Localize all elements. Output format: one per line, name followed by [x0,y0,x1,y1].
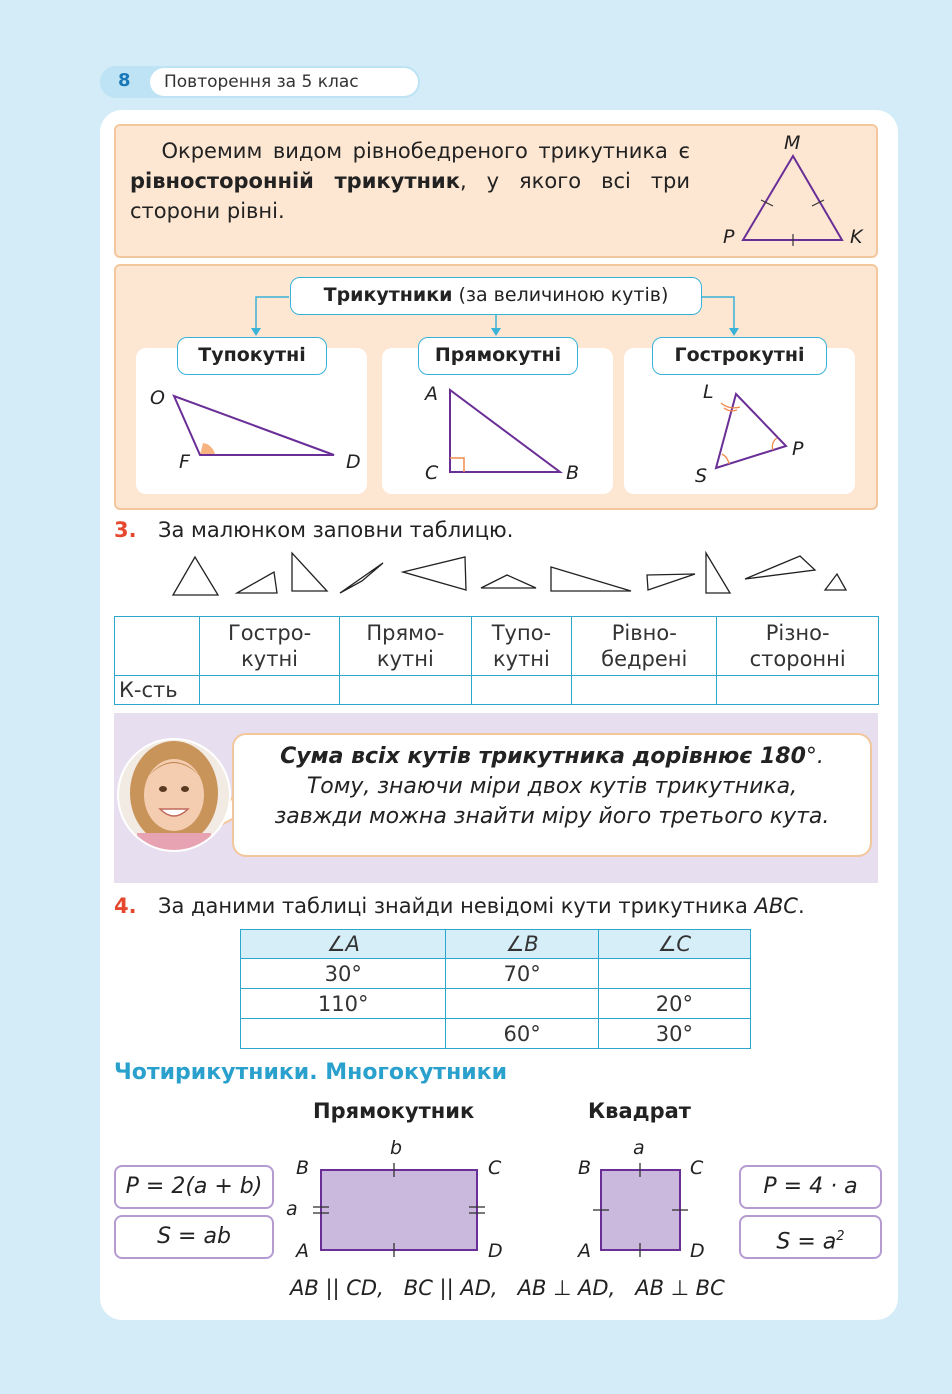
rect-perimeter-formula: P = 2(a + b) [114,1165,274,1209]
section-title: Чотирикутники. Многокутники [114,1060,508,1085]
vertex-d: D [346,451,361,473]
table3-cell[interactable] [200,676,340,705]
task-4-table [240,929,751,1049]
square-area-formula: $S = a^2$ [739,1215,882,1259]
table3-header-empty [115,617,200,676]
vertex-o: O [150,387,165,409]
table4-cell: 30° [598,1019,750,1049]
triangle-types-figures [136,380,856,494]
task-3-text: За малюнком заповни таблицю. [158,518,514,542]
vertex-p: P [792,438,804,460]
vertex-label-p: P [723,226,735,248]
vertex-f: F [179,451,190,473]
table4-cell: 30° [241,959,446,989]
vertex-label-m: M [784,132,801,154]
vertex-label-k: K [850,226,863,248]
table3-row-label: К-сть [115,676,200,705]
square-title: Квадрат [588,1099,691,1123]
rect-vertex-c: C [488,1157,502,1179]
square-vertex-c: C [690,1157,704,1179]
category-obtuse: Тупокутні [177,337,327,375]
task-3-number: 3. [114,518,137,542]
task-4-text: За даними таблиці знайди невідомі кути трикутника ABC. [158,894,805,918]
table3-cell[interactable] [717,676,879,705]
table3-header-scalene: Різно- сторонні [717,617,879,676]
table4-cell[interactable] [446,989,598,1019]
intro-text: Окремим видом рівнобедреного трикутника є рівносторонній трикутник, у якого всі три сторони рівні. [130,139,690,223]
table4-header-c: ∠C [598,930,750,959]
table3-cell[interactable] [471,676,572,705]
page-number: 8 [118,70,131,91]
triangles-set-figure [165,545,855,603]
vertex-s: S [695,465,708,487]
category-right: Прямокутні [418,337,578,375]
table3-header-right: Прямо- кутні [340,617,472,676]
rect-vertex-d: D [488,1240,503,1262]
rect-area-formula: S = ab [114,1215,274,1259]
table3-cell[interactable] [340,676,472,705]
square-vertex-b: B [578,1157,592,1179]
table3-header-obtuse: Тупо- кутні [471,617,572,676]
table4-cell: 20° [598,989,750,1019]
square-vertex-a: A [578,1240,591,1262]
square-vertex-d: D [690,1240,705,1262]
task-3-table [114,616,879,705]
table4-header-a: ∠A [241,930,446,959]
vertex-l: L [703,381,714,403]
table4-cell[interactable] [241,1019,446,1049]
parallel-perpendicular-relations: AB || CD, BC || AD, AB ⊥ AD, AB ⊥ BC [290,1276,725,1300]
table4-cell: 110° [241,989,446,1019]
table4-cell: 70° [446,959,598,989]
rect-vertex-a: A [296,1240,309,1262]
vertex-b: B [566,462,580,484]
rect-side-a: a [286,1198,298,1220]
table3-header-acute: Гостро- кутні [200,617,340,676]
classification-title: Трикутники (за величиною кутів) [290,277,702,315]
table4-header-b: ∠B [446,930,598,959]
square-side-a: a [633,1137,645,1159]
header-title: Повторення за 5 клас [150,68,418,96]
rect-side-b: b [390,1137,403,1159]
rule-text: Сума всіх кутів трикутника дорівнює 180°. Тому, знаючи міри двох кутів трикутника, завжди можна знайти міру його третього кута. [274,744,830,829]
girl-avatar [117,737,231,853]
category-acute: Гострокутні [652,337,827,375]
task-4-number: 4. [114,894,137,918]
vertex-a: A [425,383,438,405]
square-perimeter-formula: P = 4 · a [739,1165,882,1209]
vertex-c: C [425,462,439,484]
table4-cell: 60° [446,1019,598,1049]
table3-header-isosceles: Рівно- бедрені [572,617,717,676]
rect-vertex-b: B [296,1157,310,1179]
table4-cell[interactable] [598,959,750,989]
rectangle-title: Прямокутник [313,1099,475,1123]
table3-cell[interactable] [572,676,717,705]
